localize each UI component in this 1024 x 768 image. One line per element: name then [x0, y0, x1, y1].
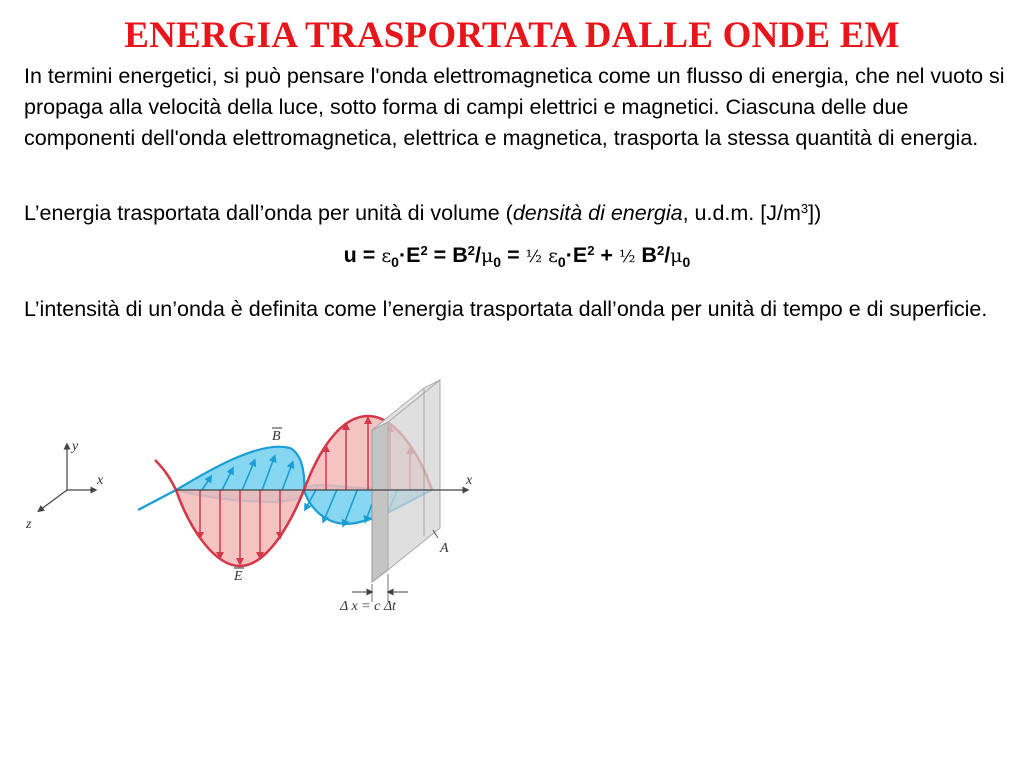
formula-e-exp: 2 — [420, 243, 428, 258]
energy-density-formula — [0, 243, 1024, 268]
em-wave-figure — [0, 370, 520, 620]
paragraph-energy-density — [24, 198, 1014, 229]
formula-b-exp-2: 2 — [656, 243, 665, 258]
formula-e-2: ·E — [565, 243, 588, 267]
delta-x-label: Δ x = c Δt — [340, 599, 396, 614]
formula-plus: + — [594, 243, 619, 267]
energy-density-suffix: ]) — [808, 201, 822, 225]
formula-b: B — [635, 243, 657, 267]
epsilon-symbol-2: ε — [548, 245, 558, 267]
energy-density-prefix: L’energia trasportata dall’onda per unità di volume ( — [24, 201, 513, 225]
energy-density-exponent: 3 — [800, 201, 809, 216]
formula-slash-2: / — [664, 243, 671, 267]
magnetic-vector-label: B — [272, 429, 281, 444]
formula-slash: / — [474, 243, 481, 267]
half-symbol-2: ½ — [618, 247, 636, 267]
paragraph-intro: In termini energetici, si può pensare l'onda elettromagnetica come un flusso di energia, che nel vuoto si propaga alla velocità della luce, sotto forma di campi elettrici e magnetici. Ciascuna delle due componenti dell'onda elettromagnetica, elettrica e magnetica, trasporta la stessa quantità di energia. — [24, 64, 1005, 150]
mu-subscript-2: 0 — [682, 254, 691, 270]
z-axis-label: z — [26, 517, 32, 532]
energy-density-middle: , u.d.m. [J/m — [682, 201, 801, 225]
formula-e-exp-2: 2 — [587, 243, 595, 258]
mu-symbol: μ — [480, 245, 494, 267]
epsilon-symbol: ε — [381, 245, 392, 267]
energy-density-term: densità di energia — [512, 201, 683, 225]
propagation-axis-label: x — [466, 473, 473, 488]
epsilon-subscript-2: 0 — [557, 254, 566, 270]
y-axis-label: y — [72, 439, 79, 454]
coordinate-axes — [25, 439, 104, 532]
half-symbol: ½ — [525, 247, 543, 267]
mu-subscript: 0 — [493, 254, 502, 270]
area-slab — [372, 380, 449, 582]
mu-symbol-2: μ — [670, 245, 683, 267]
formula-eq-b: = B — [427, 243, 468, 267]
slide-title: ENERGIA TRASPORTATA DALLE ONDE EM — [124, 15, 900, 56]
formula-b-exp: 2 — [467, 243, 475, 258]
formula-e: ·E — [398, 243, 421, 267]
electric-vector-label: E — [234, 569, 243, 584]
formula-eq: = — [501, 243, 526, 267]
paragraph-intensity: L’intensità di un’onda è definita come l’energia trasportata dall’onda per unità di tempo e di superficie. — [24, 297, 988, 321]
epsilon-subscript: 0 — [391, 254, 399, 270]
x-axis-label: x — [97, 473, 104, 488]
formula-lhs: u = — [343, 243, 382, 267]
area-label: A — [440, 541, 449, 556]
